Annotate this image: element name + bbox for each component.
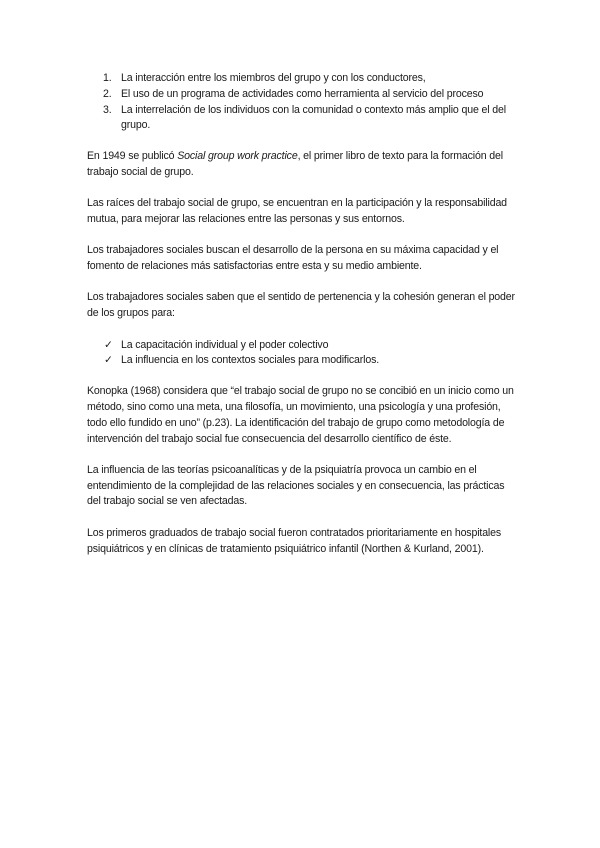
- list-item: [87, 71, 519, 87]
- checkmark-icon: ✓: [104, 354, 113, 367]
- list-item-text: El uso de un programa de actividades como herramienta al servicio del proceso: [121, 87, 484, 100]
- paragraph-text: , el primer libro de texto para la formación del trabajo social de grupo.: [87, 150, 503, 178]
- paragraph-psychoanalytic: La influencia de las teorías psicoanalíticas y de la psiquiatría provoca un cambio en el entendimiento de la complejidad de las relaciones sociales y en consecuencia, las prácticas del trabajo social se ven afectadas.: [87, 463, 505, 508]
- list-item-text: La capacitación individual y el poder colectivo: [121, 338, 329, 351]
- numbered-list: [87, 71, 519, 134]
- list-item-text: La influencia en los contextos sociales para modificarlos.: [121, 354, 380, 367]
- list-item: [87, 338, 519, 354]
- list-item: [87, 353, 519, 369]
- list-item-number: 3.: [103, 103, 112, 116]
- paragraph-belonging: Los trabajadores sociales saben que el sentido de pertenencia y la cohesión generan el poder de los grupos para:: [87, 291, 515, 320]
- list-item: [87, 103, 519, 135]
- list-item-number: 2.: [103, 87, 112, 100]
- document-body: [87, 71, 519, 573]
- checkmark-icon: ✓: [104, 338, 113, 351]
- list-item-text: La interacción entre los miembros del grupo y con los conductores,: [121, 72, 426, 84]
- paragraph-roots: Las raíces del trabajo social de grupo, se encuentran en la participación y la responsabilidad mutua, para mejorar las relaciones entre las personas y sus entornos.: [87, 197, 507, 226]
- paragraph-development: Los trabajadores sociales buscan el desarrollo de la persona en su máxima capacidad y el fomento de relaciones más satisfactorias entre esta y su medio ambiente.: [87, 244, 499, 273]
- paragraph-text: En 1949 se publicó: [87, 150, 178, 163]
- paragraph-graduates: Los primeros graduados de trabajo social fueron contratados prioritariamente en hospitales psiquiátricos y en clínicas de tratamiento psiquiátrico infantil (Northen & Kurland, 2001).: [87, 526, 502, 555]
- check-list: [87, 338, 519, 370]
- list-item-text: La interrelación de los individuos con la comunidad o contexto más amplio que el del grupo.: [121, 103, 506, 132]
- list-item: [87, 87, 519, 103]
- list-item-number: 1.: [103, 72, 112, 84]
- book-title: Social group work practice: [177, 150, 298, 163]
- paragraph-konopka: Konopka (1968) considera que “el trabajo social de grupo no se concibió en un inicio como un método, sino como una meta, una filosofía, un movimiento, una psicología y una profesión, todo ello fundido en uno” (p.23). La identificación del trabajo de grupo como metodología de intervención del trabajo social fue consecuencia del desarrollo científico de éste.: [87, 385, 514, 445]
- paragraph-publication: [87, 149, 519, 181]
